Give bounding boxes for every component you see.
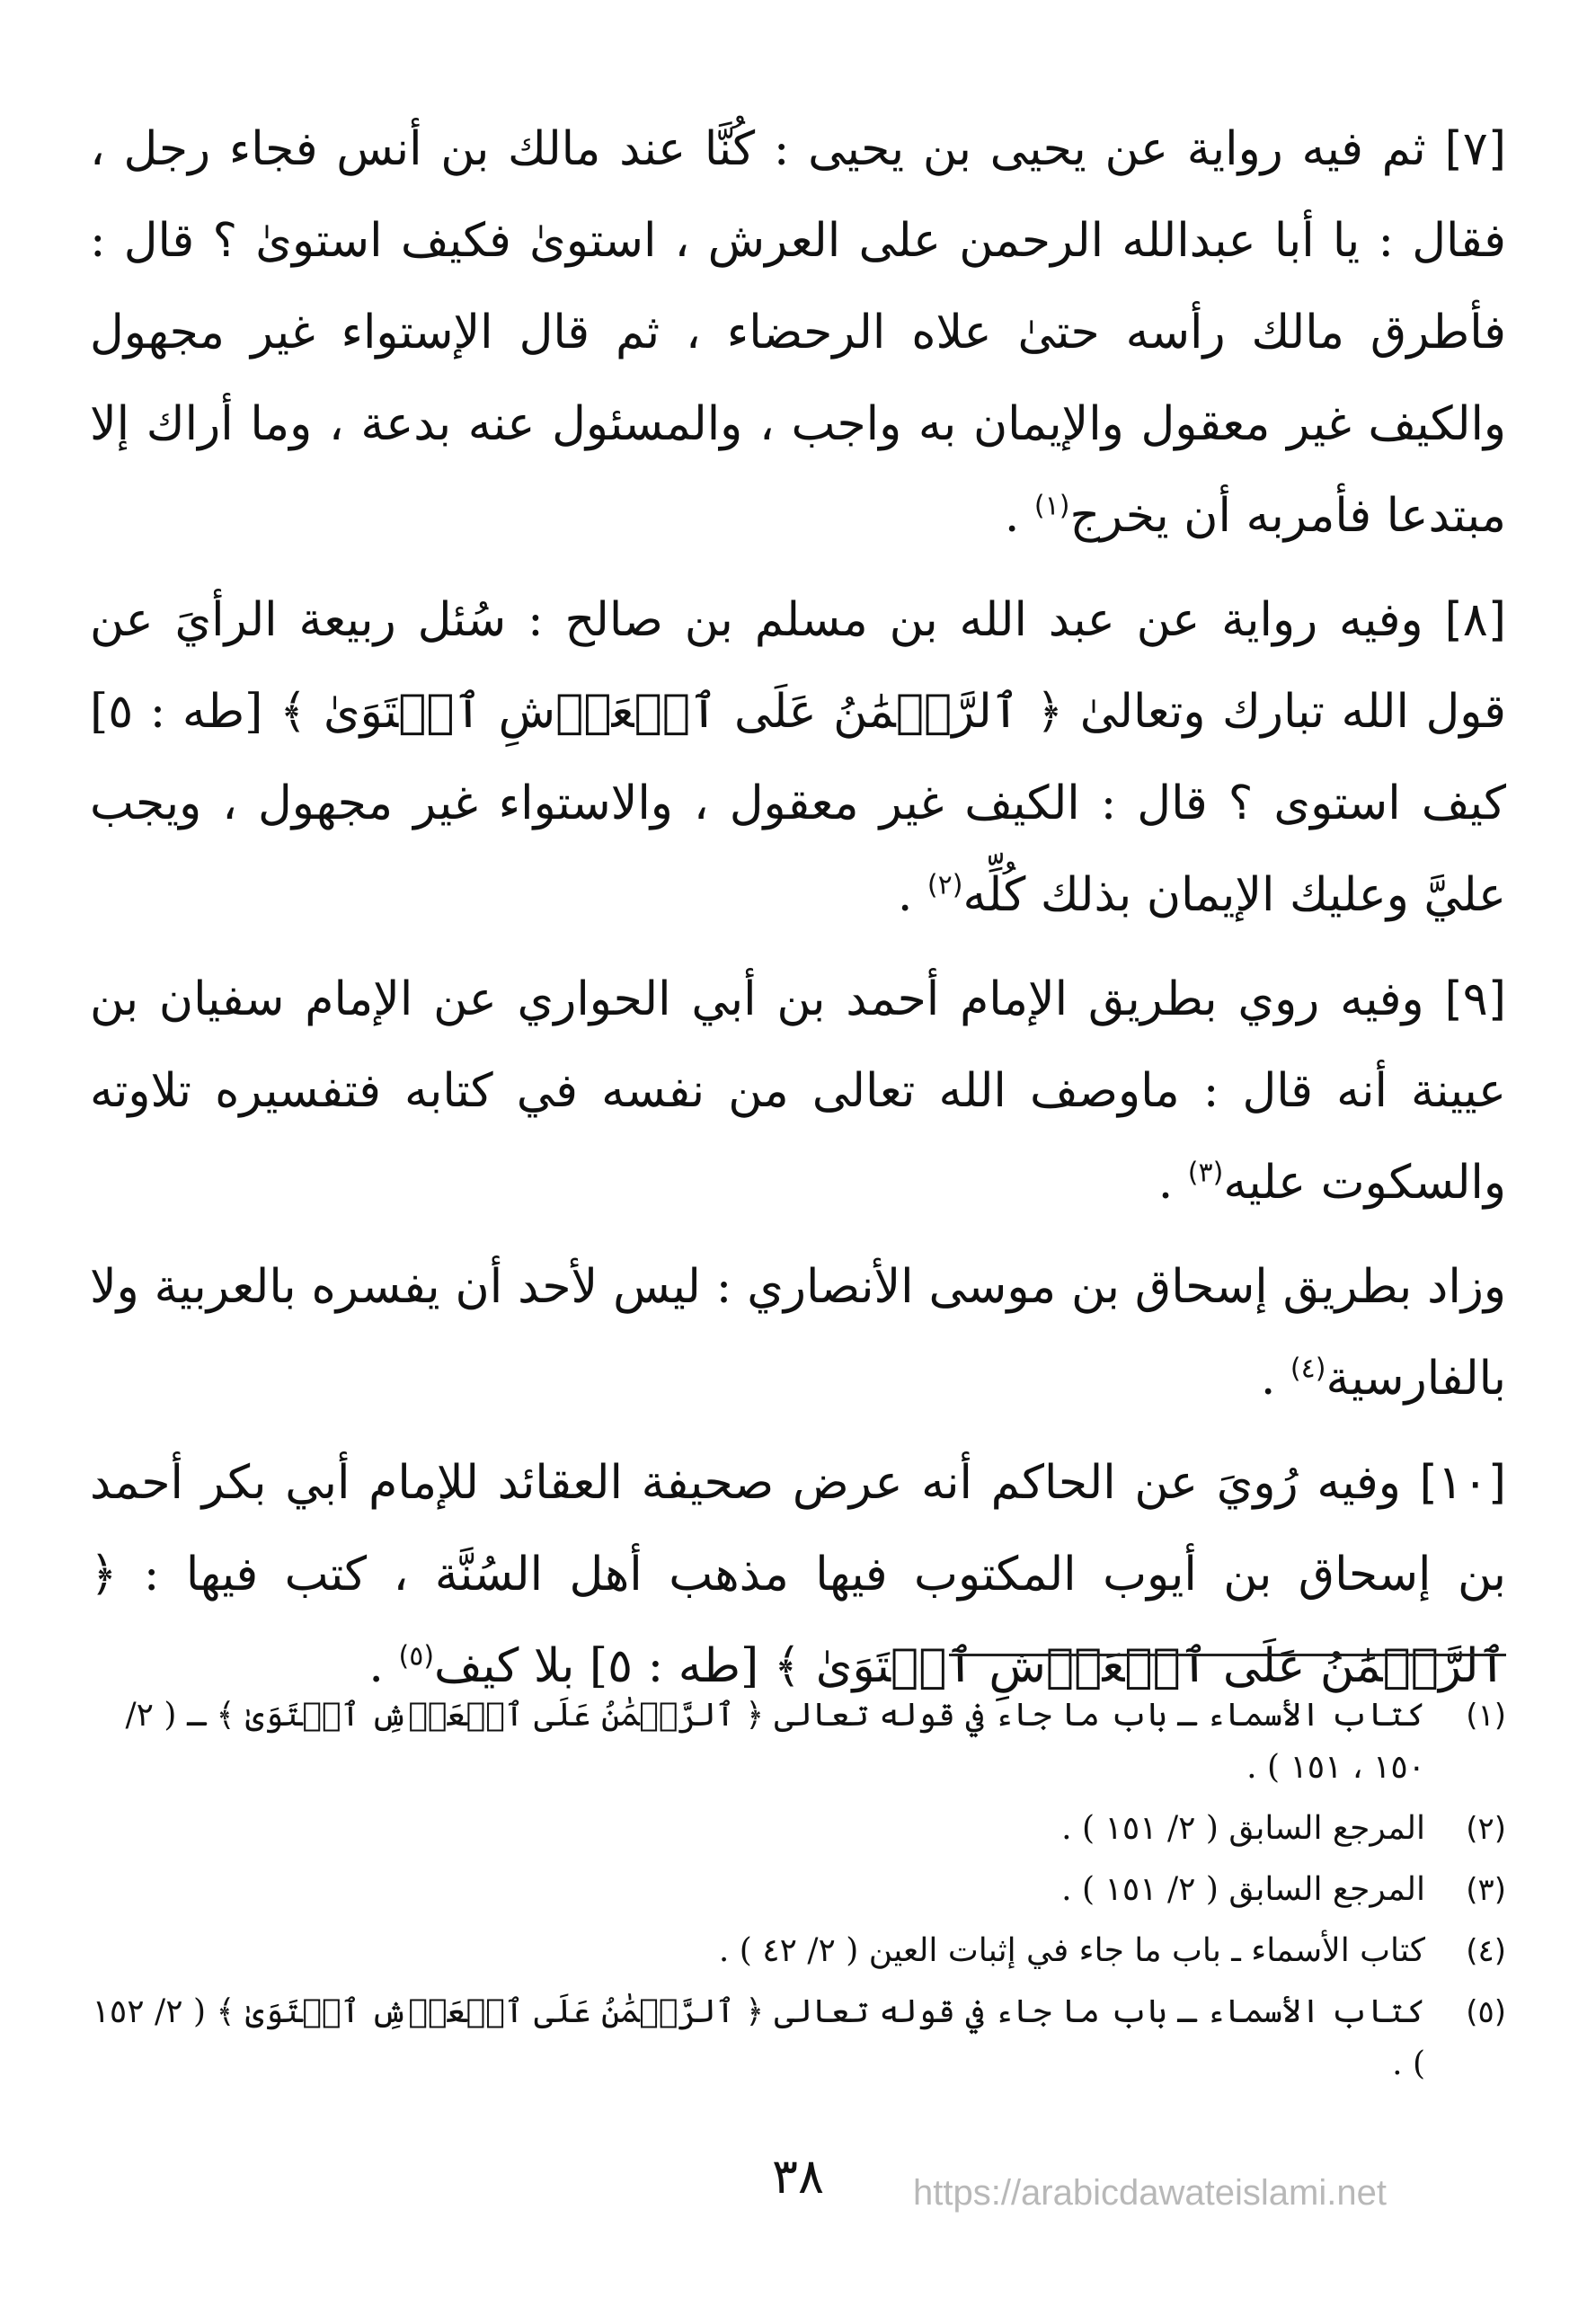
paragraph-end: .	[897, 868, 927, 922]
footnote-1	[90, 1690, 1506, 1794]
watermark: https://arabicdawateislami.net	[913, 2173, 1387, 2213]
footnote-ref-3[interactable]: (٣)	[1187, 1157, 1224, 1189]
paragraph-text: وزاد بطريق إسحاق بن موسى الأنصاري : ليس لأحد أن يفسره بالعربية ولا بالفارسية	[90, 1260, 1506, 1406]
footnote-text: كتاب الأسماء ـ باب ما جاء في إثبات العين ( ٢/ ٤٢ ) .	[718, 1932, 1425, 1969]
paragraph-end: .	[1004, 489, 1034, 543]
paragraph-text: وفيه رُويَ عن الحاكم أنه عرض صحيفة العقائد للإمام أبي بكر أحمد بن إسحاق بن أيوب المكتوب فيها مذهب أهل السُنَّة ، كتب فيها : ﴿ ٱلرَّحۡمَٰنُ عَلَى ٱلۡعَرۡشِ ٱسۡتَوَىٰ ﴾ [طه : ٥] بلا كيف	[90, 1456, 1506, 1693]
footnote-4	[90, 1925, 1506, 1977]
paragraph-text: وفيه رواية عن عبد الله بن مسلم بن صالح : سُئل ربيعة الرأيَ عن قول الله تبارك وتعالىٰ ﴿ ٱلرَّحۡمَٰنُ عَلَى ٱلۡعَرۡشِ ٱسۡتَوَىٰ ﴾ [طه : ٥] كيف استوى ؟ قال : الكيف غير معقول ، والاستواء غير مجهول ، ويجب عليَّ وعليك الإيمان بذلك كُلِّه	[90, 593, 1506, 922]
page-number: ٣٨	[771, 2148, 824, 2205]
paragraph-text: وفيه روي بطريق الإمام أحمد بن أبي الحواري عن الإمام سفيان بن عيينة أنه قال : ماوصف الله تعالى من نفسه في كتابه فتفسيره تلاوته والسكوت عليه	[90, 972, 1506, 1210]
paragraph-text: ثم فيه رواية عن يحيى بن يحيى : كُنَّا عند مالك بن أنس فجاء رجل ، فقال : يا أبا عبدالله الرحمن على العرش ، استوىٰ فكيف استوىٰ ؟ قال : فأطرق مالك رأسه حتىٰ علاه الرحضاء ، ثم قال الإستواء غير مجهول والكيف غير معقول والإيمان به واجب ، والمسئول عنه بدعة ، وما أراك إلا مبتدعا فأمربه أن يخرج	[90, 122, 1506, 543]
paragraph-9	[90, 954, 1506, 1229]
footnote-number: (٢)	[1466, 1811, 1506, 1847]
paragraph-number: [٧]	[1444, 122, 1506, 176]
footnotes	[90, 1690, 1506, 2099]
paragraph-number: [١٠]	[1419, 1456, 1506, 1510]
footnote-ref-5[interactable]: (٥)	[398, 1640, 435, 1673]
paragraph-9-addition	[90, 1241, 1506, 1424]
footnote-number: (٥)	[1466, 1994, 1506, 2030]
footnote-text: المرجع السابق ( ٢/ ١٥١ ) .	[1061, 1810, 1425, 1847]
footnote-3	[90, 1864, 1506, 1916]
footnote-text: المرجع السابق ( ٢/ ١٥١ ) .	[1061, 1871, 1425, 1908]
footnote-number: (٣)	[1466, 1872, 1506, 1908]
footnote-ref-2[interactable]: (٢)	[927, 869, 963, 901]
paragraph-end: .	[1260, 1352, 1290, 1406]
paragraph-10	[90, 1437, 1506, 1712]
footnote-ref-4[interactable]: (٤)	[1290, 1353, 1326, 1385]
paragraph-number: [٩]	[1444, 972, 1506, 1026]
footnote-number: (٤)	[1466, 1933, 1506, 1969]
footnote-text: كتاب الأسماء ـ باب ما جاء في قوله تعالى ﴿ ٱلرَّحۡمَٰنُ عَلَى ٱلۡعَرۡشِ ٱسۡتَوَىٰ ﴾ ـ ( ٢/ ١٥٠ ، ١٥١ ) .	[125, 1697, 1425, 1786]
footnote-2	[90, 1803, 1506, 1855]
footnote-5	[90, 1986, 1506, 2090]
footnote-text: كتاب الأسماء ـ باب ما جاء في قوله تعالى ﴿ ٱلرَّحۡمَٰنُ عَلَى ٱلۡعَرۡشِ ٱسۡتَوَىٰ ﴾ ( ٢/ ١٥٢ ) .	[92, 1993, 1425, 2082]
footnote-divider	[949, 1654, 1506, 1656]
paragraph-end: .	[1157, 1156, 1188, 1210]
footnote-number: (١)	[1466, 1698, 1506, 1734]
paragraph-number: [٨]	[1444, 593, 1506, 647]
paragraph-7	[90, 103, 1506, 562]
paragraph-end: .	[368, 1639, 399, 1693]
footnote-ref-1[interactable]: (١)	[1033, 490, 1070, 522]
paragraph-8	[90, 574, 1506, 941]
main-text	[90, 103, 1506, 1725]
